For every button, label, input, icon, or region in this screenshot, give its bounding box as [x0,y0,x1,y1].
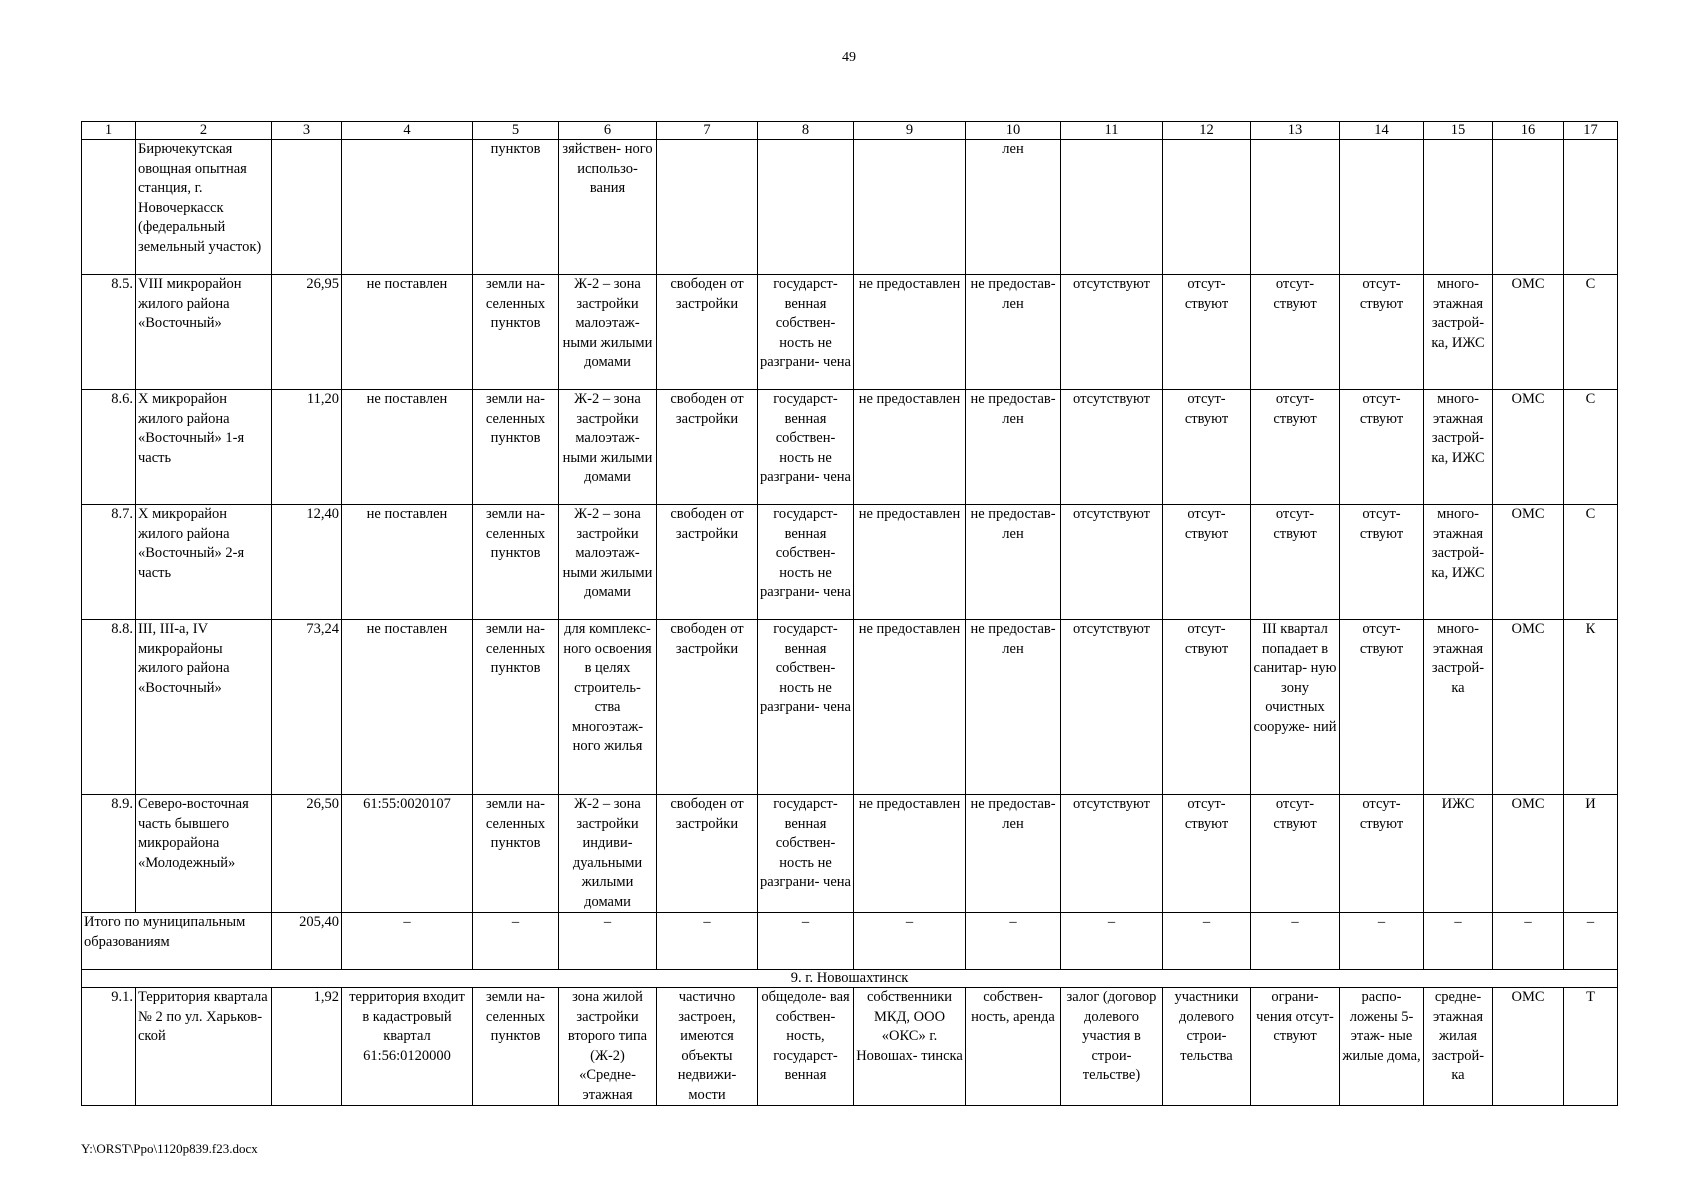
table-cell: территория входит в кадастровый квартал 61:56:0120000 [342,988,473,1106]
table-cell: 26,95 [272,275,342,390]
table-cell: не предоставлен [854,505,966,620]
table-cell: III, III-а, IV микрорайоны жилого района «Восточный» [136,620,272,795]
table-cell [854,140,966,275]
table-cell: собственники МКД, ООО «ОКС» г. Новошах- тинска [854,988,966,1106]
table-cell [1340,140,1424,275]
table-cell: зона жилой застройки второго типа (Ж-2) «Средне- этажная [559,988,657,1106]
table-row [82,620,1618,795]
column-number-12: 12 [1163,122,1251,140]
table-cell: отсут- ствуют [1163,275,1251,390]
total-dash-cell: – [1564,913,1618,970]
table-cell [1163,140,1251,275]
total-dash-cell: – [1340,913,1424,970]
table-cell: не поставлен [342,390,473,505]
table-cell: 12,40 [272,505,342,620]
table-cell: государст- венная собствен- ность не разграни- чена [758,620,854,795]
table-cell: III квартал попадает в санитар- ную зону очистных сооруже- ний [1251,620,1340,795]
table-cell: для комплекс- ного освоения в целях строитель- ства многоэтаж- ного жилья [559,620,657,795]
table-cell: Северо-восточная часть бывшего микрорайона «Молодежный» [136,795,272,913]
table-cell: ОМС [1493,795,1564,913]
table-cell: Х микрорайон жилого района «Восточный» 1-я часть [136,390,272,505]
table-cell: отсут- ствуют [1251,505,1340,620]
table-cell: частично застроен, имеются объекты недвижи- мости [657,988,758,1106]
section-title: 9. г. Новошахтинск [82,970,1618,988]
table-cell: не предостав- лен [966,275,1061,390]
table-cell: 26,50 [272,795,342,913]
table-row [82,988,1618,1106]
table-cell: Бирючекутская овощная опытная станция, г. Новочеркасск (федеральный земельный участок) [136,140,272,275]
table-cell: 1,92 [272,988,342,1106]
table-cell: государст- венная собствен- ность не разграни- чена [758,390,854,505]
table-cell: отсут- ствуют [1251,390,1340,505]
table-cell: земли на- селенных пунктов [473,620,559,795]
table-cell: 8.5. [82,275,136,390]
table-cell: не предостав- лен [966,795,1061,913]
table-row [82,275,1618,390]
table-cell: не поставлен [342,275,473,390]
table-cell: отсут- ствуют [1340,620,1424,795]
table-cell: государст- венная собствен- ность не разграни- чена [758,505,854,620]
table-row [82,795,1618,913]
table-cell: много- этажная застрой- ка, ИЖС [1424,390,1493,505]
table-cell: государст- венная собствен- ность не разграни- чена [758,795,854,913]
table-cell [342,140,473,275]
table-cell: VIII микрорайон жилого района «Восточный» [136,275,272,390]
total-dash-cell: – [342,913,473,970]
table-cell: много- этажная застрой- ка, ИЖС [1424,505,1493,620]
table-cell [1493,140,1564,275]
column-number-8: 8 [758,122,854,140]
table-cell [272,140,342,275]
table-cell: отсутствуют [1061,620,1163,795]
table-cell: отсут- ствуют [1340,390,1424,505]
table-cell: ИЖС [1424,795,1493,913]
total-dash-cell: – [1251,913,1340,970]
table-cell: лен [966,140,1061,275]
column-number-1: 1 [82,122,136,140]
table-cell: ОМС [1493,505,1564,620]
column-number-7: 7 [657,122,758,140]
table-cell [1424,140,1493,275]
column-number-2: 2 [136,122,272,140]
table-cell: отсут- ствуют [1340,505,1424,620]
table-cell: ограни- чения отсут- ствуют [1251,988,1340,1106]
table-cell: 8.7. [82,505,136,620]
table-cell: общедоле- вая собствен- ность, государст- венная [758,988,854,1106]
table-cell: 8.6. [82,390,136,505]
table-cell: не поставлен [342,505,473,620]
table-cell: много- этажная застрой- ка [1424,620,1493,795]
table-cell [1061,140,1163,275]
table-cell: отсутствуют [1061,275,1163,390]
table-cell: отсут- ствуют [1340,275,1424,390]
table-cell: С [1564,275,1618,390]
table-cell: не предостав- лен [966,505,1061,620]
table-row [82,390,1618,505]
table-cell: 8.9. [82,795,136,913]
table-cell: пунктов [473,140,559,275]
table-cell: отсут- ствуют [1251,275,1340,390]
column-number-11: 11 [1061,122,1163,140]
column-number-9: 9 [854,122,966,140]
table-cell: ОМС [1493,390,1564,505]
table-cell: земли на- селенных пунктов [473,988,559,1106]
total-row [82,913,1618,970]
table-cell: средне- этажная жилая застрой- ка [1424,988,1493,1106]
column-number-17: 17 [1564,122,1618,140]
table-cell: Территория квартала № 2 по ул. Харьков- ской [136,988,272,1106]
column-number-4: 4 [342,122,473,140]
table-cell: отсут- ствуют [1251,795,1340,913]
column-number-6: 6 [559,122,657,140]
table-cell: Ж-2 – зона застройки малоэтаж- ными жилыми домами [559,275,657,390]
column-number-13: 13 [1251,122,1340,140]
total-dash-cell: – [1493,913,1564,970]
table-cell: отсут- ствуют [1340,795,1424,913]
table-cell: ОМС [1493,620,1564,795]
column-number-15: 15 [1424,122,1493,140]
footer-file-path: Y:\ORST\Ppo\1120p839.f23.docx [81,1141,258,1156]
table-cell [1251,140,1340,275]
table-cell: Х микрорайон жилого района «Восточный» 2-я часть [136,505,272,620]
table-cell: отсут- ствуют [1163,505,1251,620]
table-cell [1564,140,1618,275]
table-cell [657,140,758,275]
table-cell: не поставлен [342,620,473,795]
table-cell: не предоставлен [854,390,966,505]
total-dash-cell: – [1163,913,1251,970]
total-dash-cell: – [758,913,854,970]
table-cell: отсутствуют [1061,390,1163,505]
table-cell: отсутствуют [1061,505,1163,620]
table-row [82,140,1618,275]
table-cell: свободен от застройки [657,390,758,505]
table-cell: отсутствуют [1061,795,1163,913]
table-cell: государст- венная собствен- ность не разграни- чена [758,275,854,390]
table-cell: не предостав- лен [966,390,1061,505]
table-cell: собствен- ность, аренда [966,988,1061,1106]
column-number-3: 3 [272,122,342,140]
table-cell: не предоставлен [854,795,966,913]
table-cell: 73,24 [272,620,342,795]
table-cell: Ж-2 – зона застройки малоэтаж- ными жилыми домами [559,505,657,620]
table-cell: свободен от застройки [657,620,758,795]
table-cell: отсут- ствуют [1163,795,1251,913]
table-cell: распо- ложены 5-этаж- ные жилые дома, [1340,988,1424,1106]
table-cell: Т [1564,988,1618,1106]
table-cell: залог (договор долевого участия в строи- тельстве) [1061,988,1163,1106]
page-number: 49 [842,50,856,65]
table-cell: ОМС [1493,275,1564,390]
section-header-row [82,970,1618,988]
total-dash-cell: – [1424,913,1493,970]
table-cell: не предоставлен [854,275,966,390]
table-cell: земли на- селенных пунктов [473,275,559,390]
total-dash-cell: – [473,913,559,970]
table-cell: зяйствен- ного использо- вания [559,140,657,275]
table-cell: земли на- селенных пунктов [473,795,559,913]
column-number-16: 16 [1493,122,1564,140]
column-number-row [82,122,1618,140]
table-cell: 8.8. [82,620,136,795]
total-dash-cell: – [1061,913,1163,970]
table-row [82,505,1618,620]
total-area: 205,40 [272,913,342,970]
table-cell [82,140,136,275]
table-cell: земли на- селенных пунктов [473,505,559,620]
table-cell [758,140,854,275]
table-cell: С [1564,390,1618,505]
total-dash-cell: – [854,913,966,970]
table-cell: отсут- ствуют [1163,390,1251,505]
table-cell: свободен от застройки [657,795,758,913]
column-number-14: 14 [1340,122,1424,140]
total-dash-cell: – [966,913,1061,970]
table-cell: ОМС [1493,988,1564,1106]
table-cell: С [1564,505,1618,620]
table-cell: И [1564,795,1618,913]
total-dash-cell: – [657,913,758,970]
table-cell: не предоставлен [854,620,966,795]
table-cell: 11,20 [272,390,342,505]
total-dash-cell: – [559,913,657,970]
table-cell: Ж-2 – зона застройки индиви- дуальными жилыми домами [559,795,657,913]
table-cell: 9.1. [82,988,136,1106]
column-number-10: 10 [966,122,1061,140]
table-cell: участники долевого строи- тельства [1163,988,1251,1106]
table-cell: свободен от застройки [657,275,758,390]
table-cell: К [1564,620,1618,795]
table-cell: много- этажная застрой- ка, ИЖС [1424,275,1493,390]
land-plots-table [81,121,1618,1106]
column-number-5: 5 [473,122,559,140]
table-cell: свободен от застройки [657,505,758,620]
table-cell: Ж-2 – зона застройки малоэтаж- ными жилыми домами [559,390,657,505]
table-cell: земли на- селенных пунктов [473,390,559,505]
table-cell: не предостав- лен [966,620,1061,795]
table-cell: отсут- ствуют [1163,620,1251,795]
table-cell: 61:55:0020107 [342,795,473,913]
total-label: Итого по муниципальным образованиям [82,913,272,970]
